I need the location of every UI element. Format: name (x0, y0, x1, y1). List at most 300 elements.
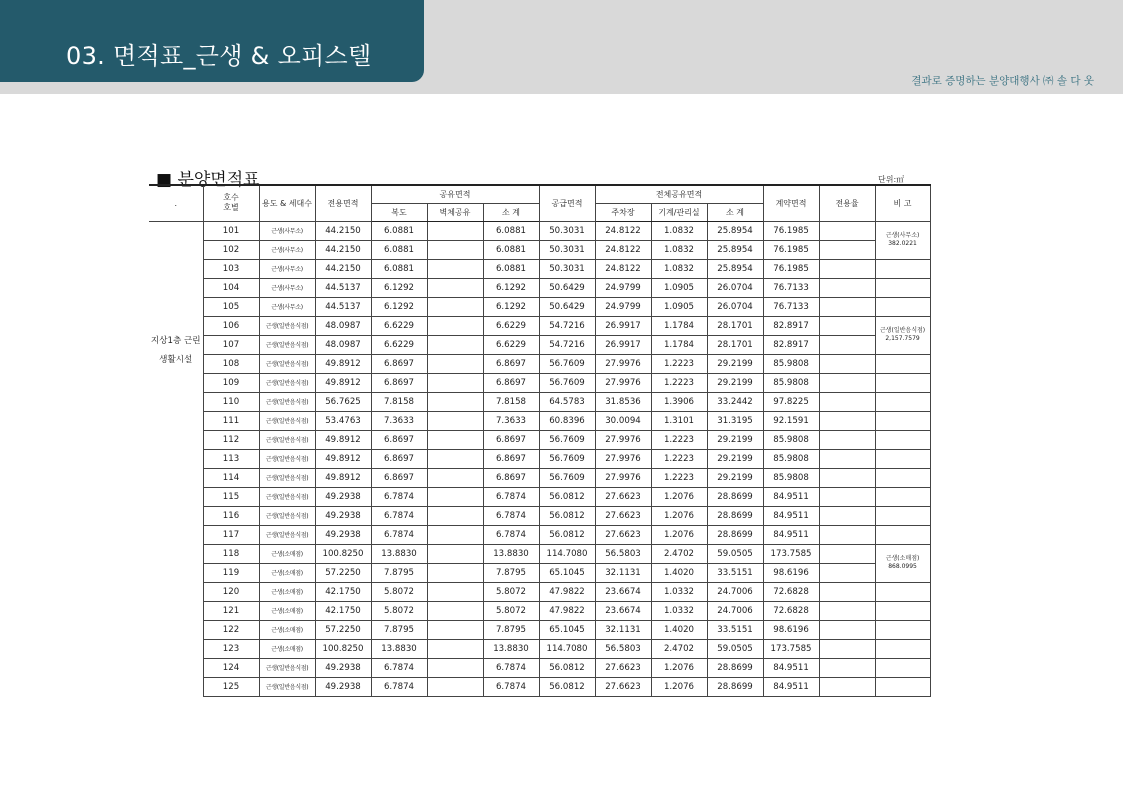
corridor-cell: 6.0881 (371, 221, 427, 240)
use-cell: 근생(일반음식점) (259, 335, 315, 354)
unit-number-cell: 112 (203, 430, 259, 449)
supply-area-cell: 56.0812 (539, 525, 595, 544)
exclusive-area-cell: 44.5137 (315, 297, 371, 316)
use-cell: 근생(사무소) (259, 221, 315, 240)
parking-cell: 24.9799 (595, 297, 651, 316)
supply-area-cell: 56.0812 (539, 487, 595, 506)
contract-area-cell: 82.8917 (763, 335, 819, 354)
remarks-cell (875, 221, 930, 259)
unit-number-cell: 102 (203, 240, 259, 259)
common-subtotal-cell: 28.8699 (707, 658, 763, 677)
remarks-cell (875, 354, 930, 373)
unit-number-cell: 106 (203, 316, 259, 335)
wall-shared-cell (427, 278, 483, 297)
table-row (149, 525, 930, 544)
header-exclusive-area: 전용면적 (315, 185, 371, 221)
wall-shared-cell (427, 316, 483, 335)
supply-area-cell: 54.7216 (539, 316, 595, 335)
corridor-cell: 5.8072 (371, 601, 427, 620)
exclusive-ratio-cell (819, 240, 875, 259)
table-row (149, 601, 930, 620)
shared-subtotal-cell: 7.8795 (483, 620, 539, 639)
shared-subtotal-cell: 6.7874 (483, 487, 539, 506)
table-row (149, 259, 930, 278)
use-cell: 근생(일반음식점) (259, 354, 315, 373)
unit-number-cell: 113 (203, 449, 259, 468)
exclusive-area-cell: 49.2938 (315, 506, 371, 525)
remarks-cell (875, 430, 930, 449)
machine-room-cell: 2.4702 (651, 639, 707, 658)
table-row (149, 221, 930, 240)
unit-number-cell: 109 (203, 373, 259, 392)
machine-room-cell: 1.2223 (651, 468, 707, 487)
header-shared-area: 공유면적 (371, 185, 539, 203)
corridor-cell: 6.8697 (371, 468, 427, 487)
common-subtotal-cell: 59.0505 (707, 544, 763, 563)
supply-area-cell: 60.8396 (539, 411, 595, 430)
contract-area-cell: 76.7133 (763, 297, 819, 316)
machine-room-cell: 1.2076 (651, 525, 707, 544)
unit-number-cell: 121 (203, 601, 259, 620)
remarks-cell (875, 506, 930, 525)
shared-subtotal-cell: 6.8697 (483, 430, 539, 449)
table-row (149, 297, 930, 316)
shared-subtotal-cell: 13.8830 (483, 639, 539, 658)
header-corridor: 복도 (371, 203, 427, 221)
unit-label: 단위:㎡ (878, 175, 905, 184)
table-row (149, 316, 930, 335)
supply-area-cell: 56.7609 (539, 373, 595, 392)
corridor-cell: 7.8158 (371, 392, 427, 411)
remarks-cell (875, 449, 930, 468)
remarks-cell (875, 582, 930, 601)
wall-shared-cell (427, 639, 483, 658)
parking-cell: 32.1131 (595, 620, 651, 639)
contract-area-cell: 85.9808 (763, 449, 819, 468)
contract-area-cell: 84.9511 (763, 506, 819, 525)
exclusive-area-cell: 42.1750 (315, 582, 371, 601)
machine-room-cell: 1.0905 (651, 278, 707, 297)
exclusive-area-cell: 48.0987 (315, 316, 371, 335)
page-title: 03. 면적표_근생 & 오피스텔 (66, 42, 372, 70)
shared-subtotal-cell: 6.8697 (483, 449, 539, 468)
exclusive-ratio-cell (819, 677, 875, 696)
use-cell: 근생(일반음식점) (259, 392, 315, 411)
table-row (149, 449, 930, 468)
use-cell: 근생(일반음식점) (259, 525, 315, 544)
common-subtotal-cell: 26.0704 (707, 297, 763, 316)
header-use: 용도 & 세대수 (259, 185, 315, 221)
table-head (149, 185, 930, 221)
parking-cell: 26.9917 (595, 316, 651, 335)
exclusive-area-cell: 44.2150 (315, 259, 371, 278)
wall-shared-cell (427, 544, 483, 563)
contract-area-cell: 82.8917 (763, 316, 819, 335)
exclusive-ratio-cell (819, 620, 875, 639)
parking-cell: 24.8122 (595, 240, 651, 259)
common-subtotal-cell: 28.1701 (707, 316, 763, 335)
wall-shared-cell (427, 449, 483, 468)
contract-area-cell: 84.9511 (763, 525, 819, 544)
parking-cell: 27.6623 (595, 487, 651, 506)
exclusive-ratio-cell (819, 278, 875, 297)
unit-number-cell: 120 (203, 582, 259, 601)
unit-number-cell: 103 (203, 259, 259, 278)
contract-area-cell: 84.9511 (763, 677, 819, 696)
section-title: ■ 분양면적표 (156, 170, 260, 190)
supply-area-cell: 50.3031 (539, 221, 595, 240)
machine-room-cell: 1.0832 (651, 240, 707, 259)
common-subtotal-cell: 24.7006 (707, 582, 763, 601)
machine-room-cell: 1.1784 (651, 316, 707, 335)
exclusive-area-cell: 49.2938 (315, 677, 371, 696)
machine-room-cell: 1.2223 (651, 430, 707, 449)
use-cell: 근생(사무소) (259, 297, 315, 316)
contract-area-cell: 72.6828 (763, 601, 819, 620)
header-common-shared-area: 전체공유면적 (595, 185, 763, 203)
exclusive-ratio-cell (819, 221, 875, 240)
use-cell: 근생(사무소) (259, 259, 315, 278)
unit-number-cell: 123 (203, 639, 259, 658)
wall-shared-cell (427, 297, 483, 316)
contract-area-cell: 84.9511 (763, 487, 819, 506)
unit-number-cell: 111 (203, 411, 259, 430)
exclusive-ratio-cell (819, 601, 875, 620)
common-subtotal-cell: 28.1701 (707, 335, 763, 354)
parking-cell: 23.6674 (595, 582, 651, 601)
table-row (149, 620, 930, 639)
unit-number-cell: 101 (203, 221, 259, 240)
machine-room-cell: 1.2076 (651, 487, 707, 506)
supply-area-cell: 47.9822 (539, 601, 595, 620)
wall-shared-cell (427, 373, 483, 392)
wall-shared-cell (427, 620, 483, 639)
header-unit-no-line1: 호수 (223, 193, 239, 203)
contract-area-cell: 84.9511 (763, 658, 819, 677)
unit-number-cell: 122 (203, 620, 259, 639)
machine-room-cell: 1.4020 (651, 563, 707, 582)
parking-cell: 24.8122 (595, 259, 651, 278)
supply-area-cell: 50.6429 (539, 278, 595, 297)
exclusive-area-cell: 49.2938 (315, 525, 371, 544)
machine-room-cell: 1.2223 (651, 354, 707, 373)
table-row (149, 658, 930, 677)
parking-cell: 27.9976 (595, 468, 651, 487)
use-cell: 근생(일반음식점) (259, 468, 315, 487)
use-cell: 근생(소매점) (259, 639, 315, 658)
exclusive-ratio-cell (819, 487, 875, 506)
corridor-cell: 6.8697 (371, 373, 427, 392)
supply-area-cell: 56.0812 (539, 677, 595, 696)
table-row (149, 487, 930, 506)
remarks-cell (875, 259, 930, 278)
machine-room-cell: 1.0905 (651, 297, 707, 316)
exclusive-ratio-cell (819, 316, 875, 335)
exclusive-area-cell: 49.8912 (315, 373, 371, 392)
use-cell: 근생(일반음식점) (259, 316, 315, 335)
shared-subtotal-cell: 5.8072 (483, 601, 539, 620)
parking-cell: 27.6623 (595, 677, 651, 696)
table-row (149, 639, 930, 658)
exclusive-ratio-cell (819, 563, 875, 582)
parking-cell: 27.6623 (595, 506, 651, 525)
unit-number-cell: 117 (203, 525, 259, 544)
shared-subtotal-cell: 6.7874 (483, 525, 539, 544)
exclusive-area-cell: 49.8912 (315, 430, 371, 449)
parking-cell: 24.9799 (595, 278, 651, 297)
exclusive-area-cell: 53.4763 (315, 411, 371, 430)
machine-room-cell: 1.3101 (651, 411, 707, 430)
common-subtotal-cell: 29.2199 (707, 430, 763, 449)
table-row (149, 430, 930, 449)
shared-subtotal-cell: 6.8697 (483, 354, 539, 373)
machine-room-cell: 1.2223 (651, 373, 707, 392)
header-remarks: 비 고 (875, 185, 930, 221)
remarks-cell (875, 601, 930, 620)
use-cell: 근생(일반음식점) (259, 430, 315, 449)
parking-cell: 27.9976 (595, 449, 651, 468)
supply-area-cell: 114.7080 (539, 639, 595, 658)
table-row (149, 278, 930, 297)
remarks-cell (875, 411, 930, 430)
shared-subtotal-cell: 6.8697 (483, 373, 539, 392)
unit-number-cell: 119 (203, 563, 259, 582)
machine-room-cell: 1.2223 (651, 449, 707, 468)
corridor-cell: 6.7874 (371, 658, 427, 677)
remarks-cell (875, 373, 930, 392)
corridor-cell: 6.6229 (371, 335, 427, 354)
remarks-cell (875, 316, 930, 354)
exclusive-area-cell: 57.2250 (315, 563, 371, 582)
corridor-cell: 6.7874 (371, 525, 427, 544)
area-table (149, 184, 931, 697)
table-row (149, 563, 930, 582)
corridor-cell: 13.8830 (371, 639, 427, 658)
parking-cell: 27.6623 (595, 525, 651, 544)
exclusive-ratio-cell (819, 639, 875, 658)
corridor-cell: 6.0881 (371, 259, 427, 278)
use-cell: 근생(소매점) (259, 563, 315, 582)
supply-area-cell: 47.9822 (539, 582, 595, 601)
supply-area-cell: 56.0812 (539, 506, 595, 525)
table-row (149, 677, 930, 696)
common-subtotal-cell: 33.2442 (707, 392, 763, 411)
common-subtotal-cell: 25.8954 (707, 259, 763, 278)
use-cell: 근생(일반음식점) (259, 373, 315, 392)
contract-area-cell: 76.1985 (763, 240, 819, 259)
remarks-cell (875, 392, 930, 411)
machine-room-cell: 1.3906 (651, 392, 707, 411)
contract-area-cell: 76.1985 (763, 221, 819, 240)
exclusive-ratio-cell (819, 297, 875, 316)
shared-subtotal-cell: 6.0881 (483, 221, 539, 240)
contract-area-cell: 72.6828 (763, 582, 819, 601)
parking-cell: 27.9976 (595, 430, 651, 449)
common-subtotal-cell: 31.3195 (707, 411, 763, 430)
remarks-cell (875, 658, 930, 677)
remarks-cell (875, 677, 930, 696)
table-body (149, 221, 930, 696)
shared-subtotal-cell: 6.7874 (483, 506, 539, 525)
common-subtotal-cell: 33.5151 (707, 563, 763, 582)
header-parking: 주차장 (595, 203, 651, 221)
table-row (149, 411, 930, 430)
machine-room-cell: 1.4020 (651, 620, 707, 639)
supply-area-cell: 114.7080 (539, 544, 595, 563)
unit-number-cell: 116 (203, 506, 259, 525)
contract-area-cell: 98.6196 (763, 563, 819, 582)
header-shared-subtotal: 소 계 (483, 203, 539, 221)
supply-area-cell: 56.7609 (539, 430, 595, 449)
common-subtotal-cell: 25.8954 (707, 240, 763, 259)
wall-shared-cell (427, 354, 483, 373)
corridor-cell: 6.8697 (371, 354, 427, 373)
supply-area-cell: 50.6429 (539, 297, 595, 316)
title-tab (0, 0, 424, 82)
exclusive-area-cell: 100.8250 (315, 639, 371, 658)
shared-subtotal-cell: 6.7874 (483, 677, 539, 696)
wall-shared-cell (427, 563, 483, 582)
common-subtotal-cell: 26.0704 (707, 278, 763, 297)
unit-number-cell: 115 (203, 487, 259, 506)
exclusive-ratio-cell (819, 430, 875, 449)
supply-area-cell: 50.3031 (539, 259, 595, 278)
use-cell: 근생(일반음식점) (259, 449, 315, 468)
parking-cell: 26.9917 (595, 335, 651, 354)
exclusive-area-cell: 44.2150 (315, 240, 371, 259)
machine-room-cell: 1.0832 (651, 259, 707, 278)
contract-area-cell: 85.9808 (763, 354, 819, 373)
remarks-cell (875, 468, 930, 487)
machine-room-cell: 1.0332 (651, 601, 707, 620)
header-wall-shared: 벽체공유 (427, 203, 483, 221)
corridor-cell: 5.8072 (371, 582, 427, 601)
parking-cell: 24.8122 (595, 221, 651, 240)
use-cell: 근생(일반음식점) (259, 411, 315, 430)
exclusive-ratio-cell (819, 259, 875, 278)
contract-area-cell: 85.9808 (763, 468, 819, 487)
floor-label: 지상1층 근린생활시설 (149, 221, 203, 696)
use-cell: 근생(소매점) (259, 620, 315, 639)
machine-room-cell: 1.0832 (651, 221, 707, 240)
wall-shared-cell (427, 221, 483, 240)
supply-area-cell: 56.7609 (539, 468, 595, 487)
table-row (149, 240, 930, 259)
table-row (149, 468, 930, 487)
use-cell: 근생(사무소) (259, 278, 315, 297)
contract-area-cell: 173.7585 (763, 639, 819, 658)
corridor-cell: 6.0881 (371, 240, 427, 259)
use-cell: 근생(일반음식점) (259, 487, 315, 506)
machine-room-cell: 1.2076 (651, 677, 707, 696)
unit-number-cell: 114 (203, 468, 259, 487)
exclusive-area-cell: 57.2250 (315, 620, 371, 639)
table-row (149, 373, 930, 392)
exclusive-ratio-cell (819, 373, 875, 392)
parking-cell: 23.6674 (595, 601, 651, 620)
shared-subtotal-cell: 6.0881 (483, 259, 539, 278)
exclusive-area-cell: 48.0987 (315, 335, 371, 354)
shared-subtotal-cell: 6.6229 (483, 335, 539, 354)
unit-number-cell: 108 (203, 354, 259, 373)
supply-area-cell: 54.7216 (539, 335, 595, 354)
shared-subtotal-cell: 6.6229 (483, 316, 539, 335)
parking-cell: 32.1131 (595, 563, 651, 582)
exclusive-area-cell: 42.1750 (315, 601, 371, 620)
common-subtotal-cell: 29.2199 (707, 468, 763, 487)
contract-area-cell: 173.7585 (763, 544, 819, 563)
unit-number-cell: 104 (203, 278, 259, 297)
exclusive-ratio-cell (819, 525, 875, 544)
shared-subtotal-cell: 6.7874 (483, 658, 539, 677)
remarks-use: 근생(소매점) (885, 555, 920, 562)
machine-room-cell: 1.2076 (651, 658, 707, 677)
corridor-cell: 7.3633 (371, 411, 427, 430)
parking-cell: 30.0094 (595, 411, 651, 430)
remarks-cell (875, 525, 930, 544)
common-subtotal-cell: 29.2199 (707, 373, 763, 392)
machine-room-cell: 2.4702 (651, 544, 707, 563)
exclusive-ratio-cell (819, 468, 875, 487)
header-unit-no (203, 185, 259, 221)
exclusive-area-cell: 49.2938 (315, 487, 371, 506)
header-unit-no-line2: 호별 (223, 203, 239, 213)
exclusive-ratio-cell (819, 335, 875, 354)
table-row (149, 392, 930, 411)
parking-cell: 56.5803 (595, 544, 651, 563)
unit-number-cell: 118 (203, 544, 259, 563)
wall-shared-cell (427, 392, 483, 411)
use-cell: 근생(소매점) (259, 601, 315, 620)
corridor-cell: 7.8795 (371, 620, 427, 639)
remarks-cell (875, 620, 930, 639)
table-row (149, 544, 930, 563)
exclusive-area-cell: 56.7625 (315, 392, 371, 411)
unit-number-cell: 125 (203, 677, 259, 696)
contract-area-cell: 85.9808 (763, 373, 819, 392)
common-subtotal-cell: 33.5151 (707, 620, 763, 639)
parking-cell: 56.5803 (595, 639, 651, 658)
supply-area-cell: 56.0812 (539, 658, 595, 677)
exclusive-ratio-cell (819, 354, 875, 373)
corridor-cell: 6.1292 (371, 297, 427, 316)
supply-area-cell: 56.7609 (539, 354, 595, 373)
shared-subtotal-cell: 6.1292 (483, 278, 539, 297)
corridor-cell: 6.8697 (371, 449, 427, 468)
machine-room-cell: 1.2076 (651, 506, 707, 525)
contract-area-cell: 76.7133 (763, 278, 819, 297)
corridor-cell: 6.7874 (371, 487, 427, 506)
supply-area-cell: 65.1045 (539, 563, 595, 582)
exclusive-area-cell: 49.8912 (315, 449, 371, 468)
common-subtotal-cell: 28.8699 (707, 677, 763, 696)
exclusive-ratio-cell (819, 544, 875, 563)
corridor-cell: 6.6229 (371, 316, 427, 335)
exclusive-area-cell: 44.5137 (315, 278, 371, 297)
parking-cell: 31.8536 (595, 392, 651, 411)
header-contract-area: 계약면적 (763, 185, 819, 221)
header-machine-room: 기계/관리실 (651, 203, 707, 221)
use-cell: 근생(사무소) (259, 240, 315, 259)
remarks-cell (875, 297, 930, 316)
machine-room-cell: 1.1784 (651, 335, 707, 354)
common-subtotal-cell: 59.0505 (707, 639, 763, 658)
header-supply-area: 공급면적 (539, 185, 595, 221)
common-subtotal-cell: 29.2199 (707, 449, 763, 468)
wall-shared-cell (427, 468, 483, 487)
exclusive-area-cell: 44.2150 (315, 221, 371, 240)
wall-shared-cell (427, 525, 483, 544)
